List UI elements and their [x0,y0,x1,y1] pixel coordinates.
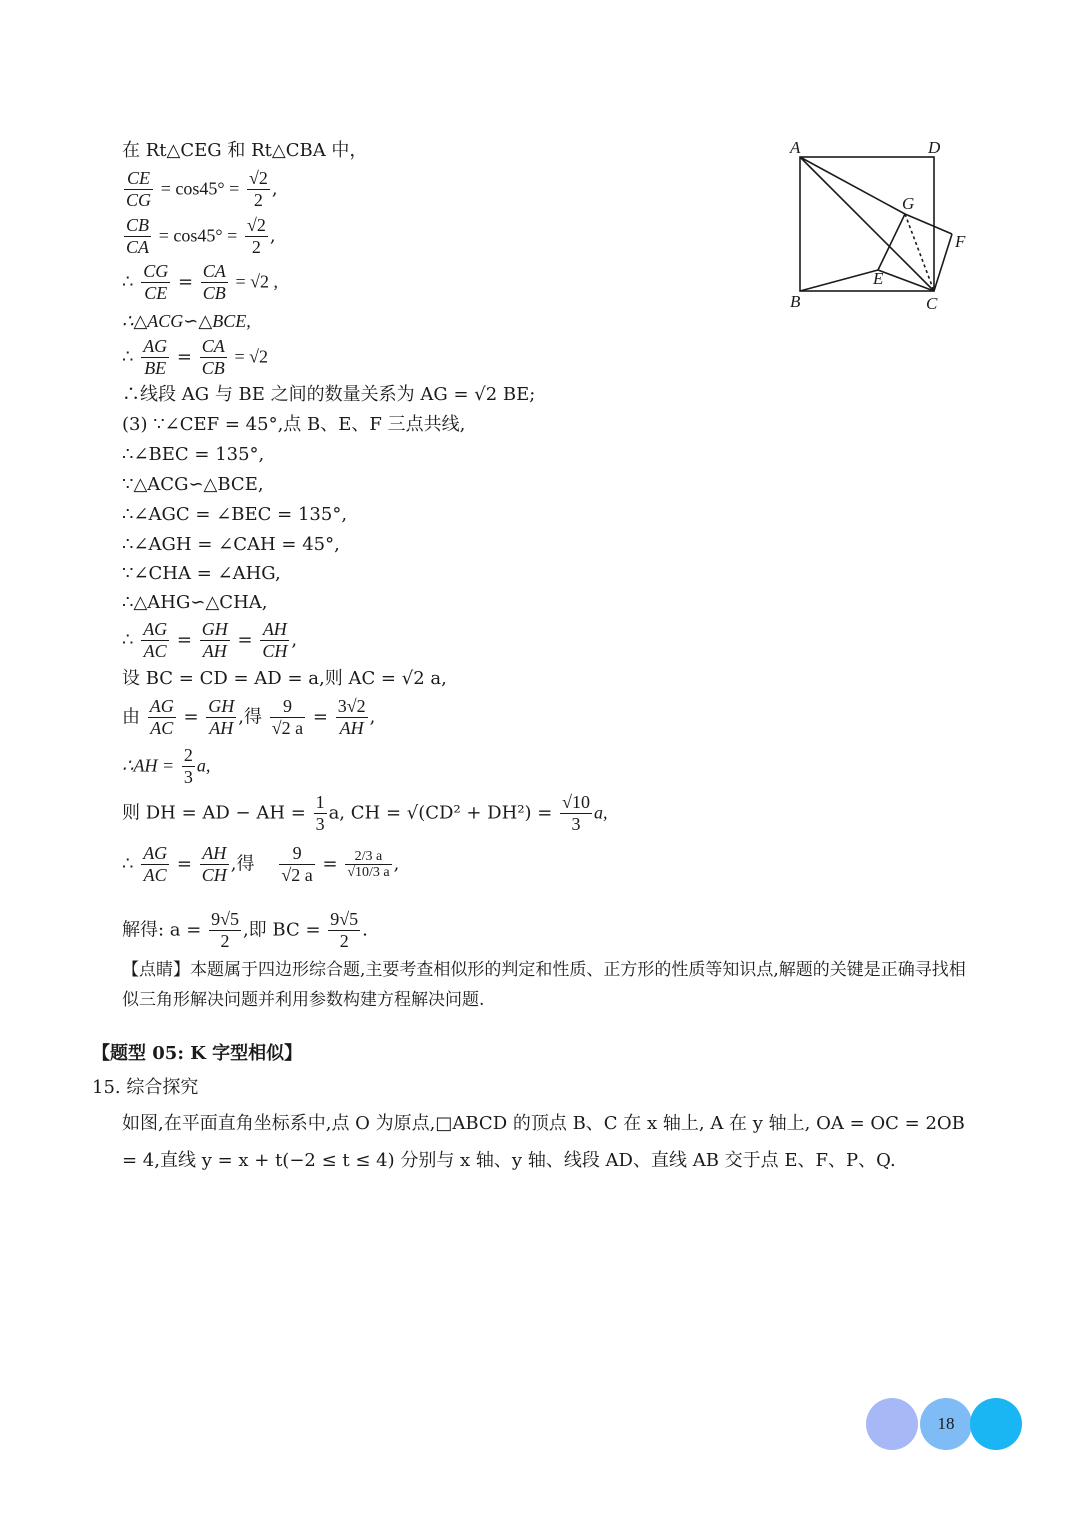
segment-ac [800,157,934,291]
eq2-num: CB [126,215,150,235]
eq1-rnum: √2 [248,168,268,188]
eq20-tail: . [362,919,368,941]
label-g: G [902,194,915,213]
eq2-rnum: √2 [246,215,266,235]
segment-eg [878,214,905,270]
eq16-n4: 3√2 [337,696,366,716]
eq17-num: 2 [183,745,193,765]
question-body: 如图,在平面直角坐标系中,点 O 为原点,□ABCD 的顶点 B、C 在 x 轴上, A 在 y 轴上, OA = OC = 2OB = 4,直线 y = x + t(−2 ≤ t ≤ 4) 分别与 x 轴、y 轴、线段 AD、直线 AB 交于点 E、F、P、Q. [122,1113,965,1171]
eq20-mid: ,即 BC = [242,919,321,941]
decor-circle-right [970,1398,1022,1450]
eq5-d2: CB [201,358,225,378]
equation-1 [122,168,278,211]
eq18-mid: a, CH = √(CD² + DH²) = [328,802,553,824]
equation-6: ∴线段 AG 与 BE 之间的数量关系为 AG = √2 BE; [122,384,536,405]
eq5-n1: AG [143,336,168,356]
eq16-n3: 9 [270,696,305,718]
equation-10: ∴∠AGC = ∠BEC = 135°, [122,504,348,525]
decor-circle-left [866,1398,918,1450]
eq3-n1: CG [143,261,169,281]
equation-2 [122,215,276,258]
solution-intro: 在 Rt△CEG 和 Rt△CBA 中， [122,140,368,161]
eq14-eq-1: = [176,629,193,651]
eq16-n2: GH [208,696,235,716]
eq19-n3: 9 [279,843,314,865]
page-number-badge [866,1398,1026,1450]
eq3-n2: CA [202,261,226,281]
eq19-n2: AH [200,843,229,865]
eq16-d4: AH [339,718,364,738]
eq1-rden: 2 [253,190,263,210]
eq16-n1: AG [149,696,174,716]
eq16-eq-1: = [183,706,199,728]
segment-gc-dashed [905,214,934,291]
eq19-d3: √2 a [281,865,313,885]
segment-fc [934,234,952,291]
eq20-den2: 2 [339,931,349,951]
eq2-mid: = cos45° = [158,225,238,246]
eq16-d2: AH [209,718,234,738]
segment-ag [800,157,905,214]
label-e: E [873,269,884,288]
eq14-eq-2: = [237,629,253,651]
label-b: B [790,292,801,311]
eq1-mid: = cos45° = [160,178,240,199]
page-number: 18 [920,1398,972,1450]
eq5-eq: = [176,346,193,368]
eq3-lead: ∴ [122,271,134,293]
eq18-lead: 则 DH = AD − AH = [122,802,306,824]
eq19-n4: 2/3 a [345,849,391,865]
eq5-d1: BE [144,358,167,378]
segment-ec [878,270,934,291]
eq20-lead: 解得: a = [122,919,202,941]
eq2-rden: 2 [251,237,261,257]
equation-4: ∴△ACG∽△BCE, [122,311,251,331]
equation-17 [122,745,210,788]
eq14-n1: AG [143,619,168,639]
eq14-d3: CH [262,641,288,661]
label-d: D [928,138,941,157]
eq20-num2: 9√5 [330,909,359,929]
equation-18 [122,792,607,835]
eq18-den2: 3 [571,814,581,834]
equation-7: (3) ∵∠CEF = 45°,点 B、E、F 三点共线, [122,414,466,435]
equation-13: ∴△AHG∽△CHA, [122,592,268,613]
equation-15: 设 BC = CD = AD = a,则 AC = √2 a, [122,668,447,689]
solution-comment: 【点睛】本题属于四边形综合题,主要考查相似形的判定和性质、正方形的性质等知识点,解题的关键是正确寻找相似三角形解决问题并利用参数构建方程解决问题. [122,960,966,1010]
eq18-den: 3 [315,814,325,834]
equation-19 [122,843,399,886]
eq20-den: 2 [220,931,230,951]
eq1-num: CE [124,168,153,190]
eq3-tail: = √2 , [235,271,279,292]
equation-5 [122,336,268,379]
eq14-n2: GH [201,619,228,639]
eq19-lead: ∴ [122,853,134,875]
question-title: 15. 综合探究 [92,1077,199,1098]
label-c: C [926,294,938,313]
eq1-tail: , [271,178,278,200]
eq16-tail: , [369,706,376,728]
eq16-d1: AC [150,718,174,738]
eq17-den: 3 [183,767,193,787]
equation-8: ∴∠BEC = 135°, [122,444,265,465]
eq18-num2: √10 [562,792,590,812]
eq14-tail: , [291,629,298,651]
eq16-mid: ,得 [238,706,263,728]
equation-9: ∵△ACG∽△BCE, [122,474,264,495]
eq19-n1: AG [143,843,168,863]
eq19-d2: CH [201,865,227,885]
eq1-den: CG [126,190,152,210]
eq16-d3: √2 a [271,718,304,738]
eq19-eq-2: = [322,853,338,875]
equation-11: ∴∠AGH = ∠CAH = 45°, [122,534,340,555]
eq3-d1: CE [144,283,168,303]
eq18-num: 1 [315,792,325,812]
geometry-diagram [780,135,980,315]
segment-be [800,270,878,291]
eq14-d1: AC [143,641,167,661]
section-title: 【题型 05: K 字型相似】 [92,1043,303,1064]
label-a: A [790,138,801,157]
eq19-d4: √10/3 a [347,865,390,880]
equation-14 [122,619,297,662]
eq17-lead: ∴AH = [122,755,175,776]
label-f: F [955,232,966,251]
eq16-eq-2: = [312,706,328,728]
eq18-tail: a, [593,802,608,823]
eq5-lead: ∴ [122,346,134,368]
eq20-num: 9√5 [211,909,239,929]
eq17-tail: a, [196,755,211,776]
eq5-n2: CA [201,336,225,356]
eq16-lead: 由 [122,706,140,728]
eq2-tail: , [269,225,276,247]
eq19-tail: , [393,853,400,875]
eq5-tail: = √2 [234,346,269,367]
eq19-mid: ,得 [230,853,255,875]
eq3-eq: = [177,271,194,293]
eq14-n3: AH [260,619,289,641]
eq19-d1: AC [143,865,167,885]
equation-16 [122,696,375,739]
eq14-d2: AH [202,641,227,661]
eq19-eq-1: = [176,853,193,875]
eq14-lead: ∴ [122,629,134,651]
equation-20 [122,909,368,952]
eq3-d2: CB [202,283,226,303]
equation-12: ∵∠CHA = ∠AHG, [122,563,281,584]
eq2-den: CA [126,237,150,257]
equation-3 [122,261,278,304]
